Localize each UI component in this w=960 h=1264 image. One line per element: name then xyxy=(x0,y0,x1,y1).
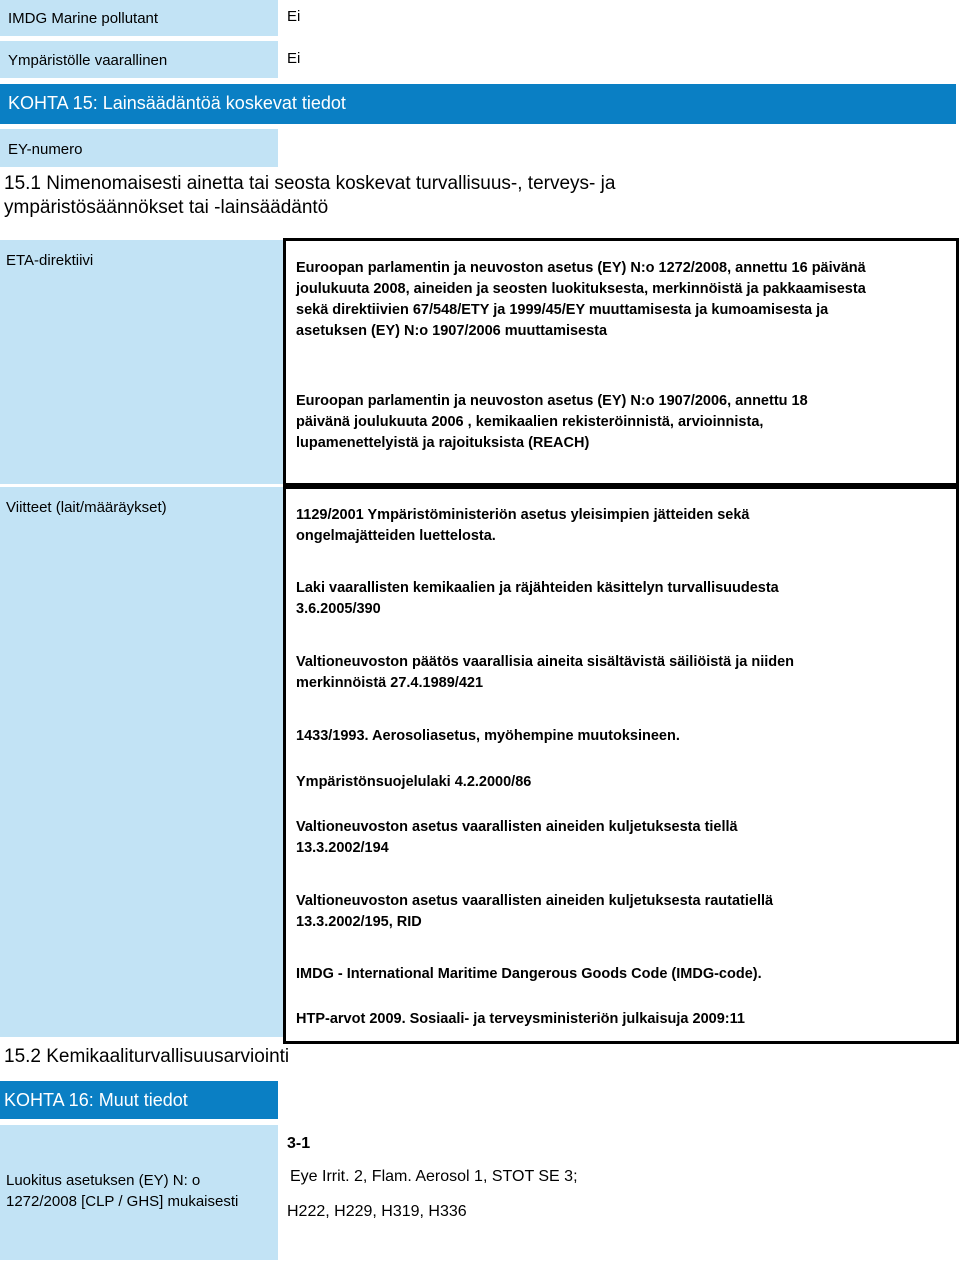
label-eta-direktiivi-text: ETA-direktiivi xyxy=(6,252,94,269)
ref-8-line-1: IMDG - International Maritime Dangerous Goods Code (IMDG-code). xyxy=(296,966,762,982)
ref-entry-kuljetus-tiella xyxy=(296,817,944,859)
subsection-15-2-heading: 15.2 Kemikaaliturvallisuusarviointi xyxy=(4,1046,290,1067)
viitteet-box xyxy=(283,486,959,1044)
eta-entry-2-line-3: lupamenettelyistä ja rajoituksista (REACH) xyxy=(296,435,590,451)
value-ympäristölle-vaarallinen: Ei xyxy=(287,50,301,67)
subsection-15-1-line1: 15.1 Nimenomaisesti ainetta tai seosta koskevat turvallisuus-, terveys- ja xyxy=(4,173,616,194)
ref-entry-ymparistonsuojelulaki xyxy=(296,772,944,793)
eta-entry-1-line-3: sekä direktiivien 67/548/ETY ja 1999/45/EY muuttamisesta ja kumoamisesta ja xyxy=(296,302,829,318)
ref-1-line-1: 1129/2001 Ympäristöministeriön asetus yleisimpien jätteiden sekä xyxy=(296,507,750,523)
ref-4-line-1: 1433/1993. Aerosoliasetus, myöhempine muutoksineen. xyxy=(296,728,680,744)
ref-7-line-1: Valtioneuvoston asetus vaarallisten aineiden kuljetuksesta rautatiellä xyxy=(296,893,774,909)
ref-5-line-1: Ympäristönsuojelulaki 4.2.2000/86 xyxy=(296,774,532,790)
ref-entry-kuljetus-rautatiella xyxy=(296,891,944,933)
eta-entry-2-line-1: Euroopan parlamentin ja neuvoston asetus (EY) N:o 1907/2006, annettu 18 xyxy=(296,393,808,409)
label-imdg-text: IMDG Marine pollutant xyxy=(8,10,159,27)
label-ey-numero-text: EY-numero xyxy=(8,141,83,158)
ref-6-line-2: 13.3.2002/194 xyxy=(296,840,389,856)
label-ympäristölle-vaarallinen xyxy=(0,41,278,78)
eta-entry-2-line-2: päivänä joulukuuta 2006 , kemikaalien rekisteröinnistä, arvioinnista, xyxy=(296,414,764,430)
label-luokitus-text: Luokitus asetuksen (EY) N: o 1272/2008 [CLP / GHS] mukaisesti xyxy=(6,1172,239,1210)
label-ymparistolle-text: Ympäristölle vaarallinen xyxy=(8,52,168,69)
section-16-heading xyxy=(0,1081,278,1119)
ref-2-line-2: 3.6.2005/390 xyxy=(296,601,381,617)
eta-entry-reg-1272-2008 xyxy=(296,258,944,342)
subsection-15-1-line2: ympäristösäännökset tai -lainsäädäntö xyxy=(4,197,329,218)
ref-3-line-1: Valtioneuvoston päätös vaarallisia aineita sisältävistä säiliöistä ja niiden xyxy=(296,654,795,670)
value-imdg-marine-pollutant: Ei xyxy=(287,8,301,25)
section-15-heading-text: KOHTA 15: Lainsäädäntöä koskevat tiedot xyxy=(8,93,346,113)
label-viitteet-text: Viitteet (lait/määräykset) xyxy=(6,499,167,516)
ref-3-line-2: merkinnöistä 27.4.1989/421 xyxy=(296,675,484,691)
ref-entry-sailiot xyxy=(296,652,944,694)
eta-entry-1-line-4: asetuksen (EY) N:o 1907/2006 muuttamisesta xyxy=(296,323,608,339)
eta-entry-1-line-2: joulukuuta 2008, aineiden ja seosten luokituksesta, merkinnöistä ja pakkaamisesta xyxy=(296,281,866,297)
subsection-15-1-heading xyxy=(4,172,724,220)
ref-entry-aerosoliasetus xyxy=(296,726,944,747)
classification-line-2: H222, H229, H319, H336 xyxy=(287,1203,467,1220)
label-ey-numero xyxy=(0,129,278,167)
ref-6-line-1: Valtioneuvoston asetus vaarallisten aineiden kuljetuksesta tiellä xyxy=(296,819,738,835)
ref-entry-htp-arvot xyxy=(296,1009,944,1030)
section-16-heading-text: KOHTA 16: Muut tiedot xyxy=(4,1090,188,1110)
value-3-1: 3-1 xyxy=(287,1135,311,1152)
ref-entry-1129-2001 xyxy=(296,505,944,547)
ref-7-line-2: 13.3.2002/195, RID xyxy=(296,914,422,930)
label-imdg-marine-pollutant xyxy=(0,0,278,36)
classification-line-1: Eye Irrit. 2, Flam. Aerosol 1, STOT SE 3; xyxy=(290,1168,578,1185)
eta-entry-1-line-1: Euroopan parlamentin ja neuvoston asetus (EY) N:o 1272/2008, annettu 16 päivänä xyxy=(296,260,866,276)
ref-2-line-1: Laki vaarallisten kemikaalien ja räjähteiden käsittelyn turvallisuudesta xyxy=(296,580,779,596)
eta-entry-reach xyxy=(296,391,944,454)
ref-entry-laki-kemikaalit xyxy=(296,578,944,620)
label-eta-direktiivi xyxy=(0,240,283,484)
label-viitteet xyxy=(0,487,283,1037)
eta-direktiivi-box xyxy=(283,238,959,486)
ref-9-line-1: HTP-arvot 2009. Sosiaali- ja terveysministeriön julkaisuja 2009:11 xyxy=(296,1011,745,1027)
section-15-heading xyxy=(0,84,956,124)
label-luokitus xyxy=(0,1125,278,1260)
ref-entry-imdg-code xyxy=(296,964,944,985)
ref-1-line-2: ongelmajätteiden luettelosta. xyxy=(296,528,496,544)
